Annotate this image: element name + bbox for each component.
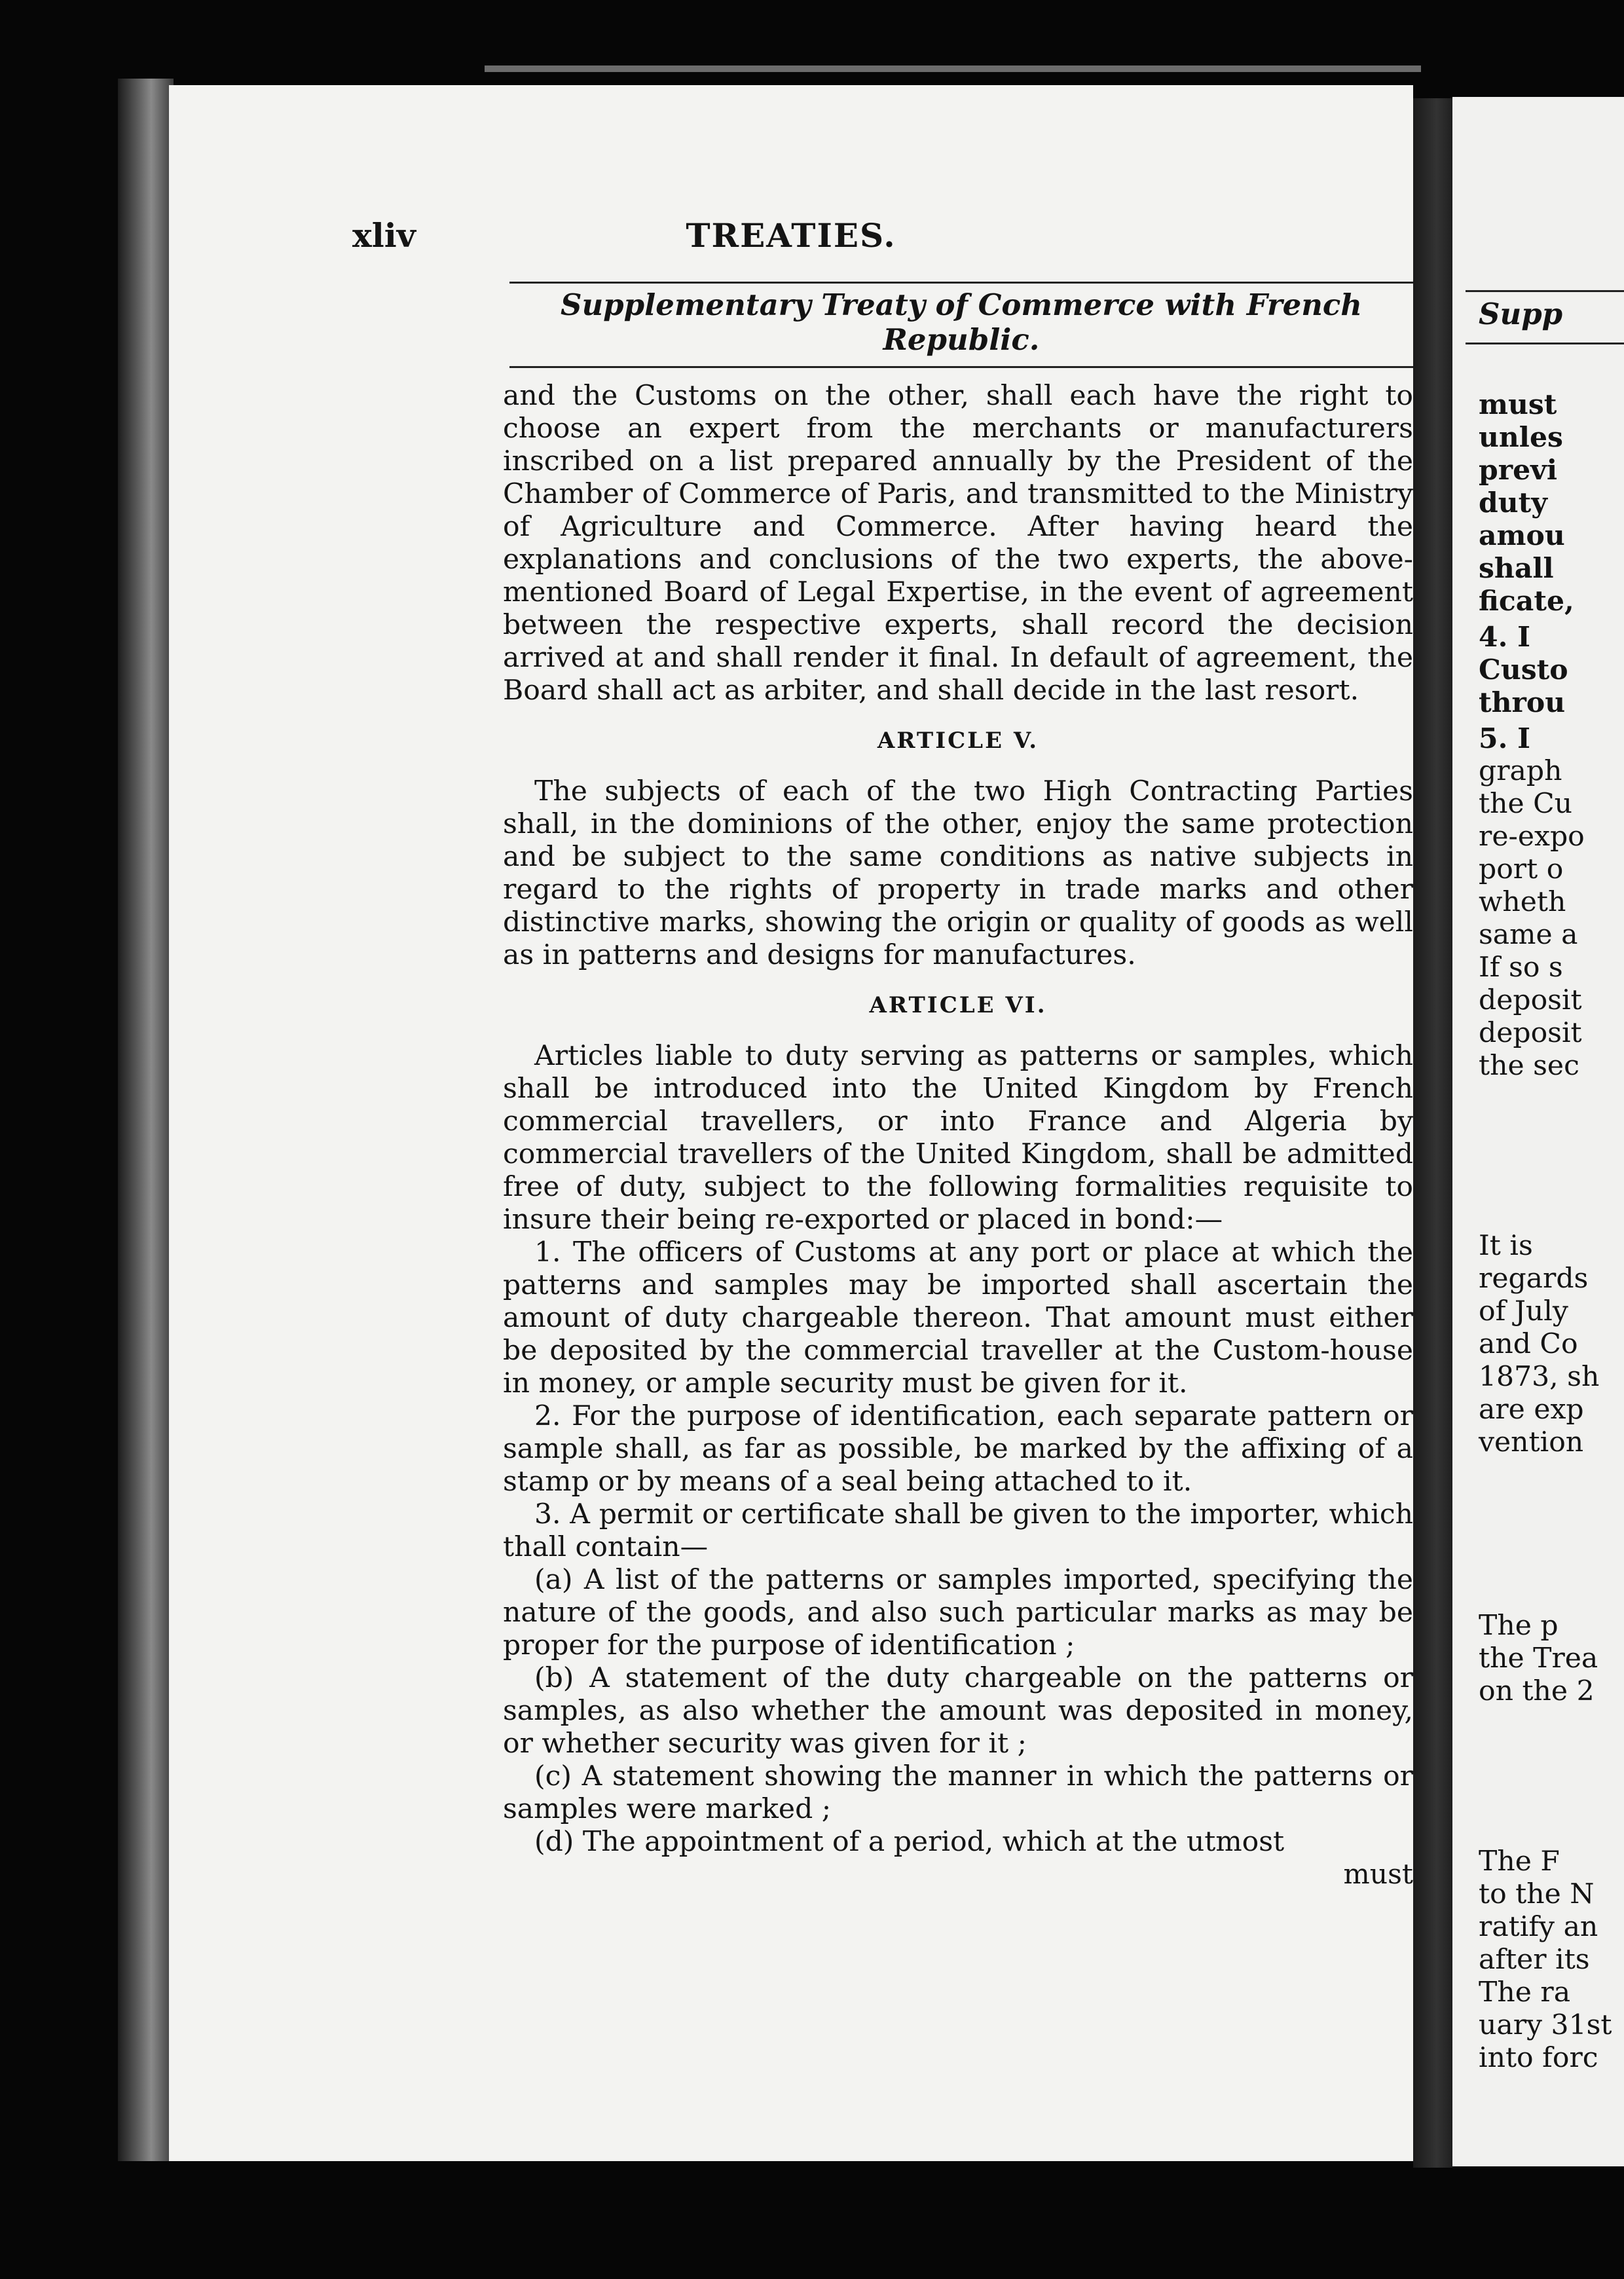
facing-page-line: are exp (1479, 1394, 1584, 1426)
article-vi-item-3c: (c) A statement showing the manner in which the patterns or samples were marked ; (503, 1760, 1413, 1825)
article-vi-item-2: 2. For the purpose of identification, each separate pattern or sample shall, as far as possible, be marked by the affixing of a stamp or by means of a seal being attached to it. (503, 1400, 1413, 1498)
facing-page-line: the sec (1479, 1050, 1579, 1082)
facing-page-rule-bottom (1466, 343, 1624, 344)
treaty-subheading (509, 282, 1413, 368)
facing-page-line: port o (1479, 853, 1564, 885)
facing-page-line: uary 31st (1479, 2009, 1612, 2041)
facing-page-line: Custo (1479, 654, 1568, 686)
continuation-paragraph: and the Customs on the other, shall each have the right to choose an expert from the merchants or manufacturers inscribed on a list prepared annually by the President of the Chamber of Commerce of Paris, and transmitted to the Ministry of Agriculture and Commerce. After having heard the explanations and conclusions of the two experts, the above-mentioned Board of Legal Expertise, in the event of agreement between the respective experts, shall record the decision arrived at and shall render it final. In default of agreement, the Board shall act as arbiter, and shall decide in the last resort. (503, 380, 1413, 707)
article-v-text: The subjects of each of the two High Contracting Parties shall, in the dominions of the other, enjoy the same protection and be subject to the same conditions as native subjects in regard to the rights of property in trade marks and other distinctive marks, showing the origin or quality of goods as well as in patterns and designs for manufactures. (503, 775, 1413, 971)
facing-page-line: deposit (1479, 984, 1582, 1016)
article-vi-item-1: 1. The officers of Customs at any port or place at which the patterns and samples may be imported shall ascertain the amount of duty chargeable thereon. That amount must either be deposited by the commercial traveller at the Custom-house in money, or ample security must be given for it. (503, 1236, 1413, 1399)
book-gutter (1413, 98, 1452, 2168)
facing-page-line: ficate, (1479, 585, 1574, 618)
article-vi-intro: Articles liable to duty serving as patterns or samples, which shall be introduced into the United Kingdom by French commercial travellers, or into France and Algeria by commercial travellers of the United Kingdom, shall be admitted free of duty, subject to the following formalities requisite to insure their being re-exported or placed in bond:— (503, 1040, 1413, 1236)
facing-page-line: into forc (1479, 2042, 1598, 2074)
facing-page-line: on the 2 (1479, 1675, 1595, 1707)
facing-page-line: vention (1479, 1426, 1584, 1458)
facing-page-line: The p (1479, 1610, 1559, 1642)
facing-page-line: must (1479, 388, 1557, 421)
facing-page (1452, 97, 1624, 2166)
facing-page-line: same a (1479, 919, 1578, 951)
facing-page-line: wheth (1479, 886, 1566, 918)
facing-page-line: 5. I (1479, 722, 1531, 755)
facing-page-line: previ (1479, 454, 1557, 487)
facing-page-line: duty (1479, 487, 1547, 519)
facing-page-line: 4. I (1479, 621, 1531, 654)
facing-page-line: It is (1479, 1230, 1533, 1262)
book-top-edge (485, 65, 1421, 72)
facing-page-line: shall (1479, 552, 1554, 585)
article-vi-item-3d: (d) The appointment of a period, which at the utmost (534, 1826, 1285, 1858)
page-stack-edge (118, 79, 174, 2161)
facing-page-line: the Cu (1479, 788, 1573, 820)
article-vi-item-3a: (a) A list of the patterns or samples imported, specifying the nature of the goods, and also such particular marks as may be proper for the purpose of identification ; (503, 1564, 1413, 1661)
facing-page-line: deposit (1479, 1017, 1582, 1049)
facing-page-line: unles (1479, 421, 1563, 454)
facing-page-line: If so s (1479, 952, 1563, 984)
facing-page-line: and Co (1479, 1328, 1578, 1360)
facing-page-line: to the N (1479, 1878, 1595, 1910)
facing-page-line: graph (1479, 755, 1562, 787)
article-vi-item-3: 3. A permit or certificate shall be given to the importer, which thall contain— (503, 1498, 1413, 1563)
facing-page-line: throu (1479, 686, 1566, 719)
facing-page-line: The ra (1479, 1976, 1571, 2009)
facing-page-line: of July (1479, 1295, 1568, 1327)
facing-page-line: regards (1479, 1263, 1589, 1295)
article-v-heading: ARTICLE V. (877, 728, 1039, 754)
facing-page-line: The F (1479, 1845, 1560, 1878)
page-body (503, 380, 1413, 1891)
catchword: must (1343, 1859, 1413, 1891)
facing-page-line: amou (1479, 519, 1565, 552)
facing-page-line: after its (1479, 1944, 1590, 1976)
book-page (169, 85, 1413, 2161)
running-head: TREATIES. (686, 216, 896, 255)
facing-page-line: ratify an (1479, 1911, 1598, 1943)
page-number: xliv (352, 216, 416, 255)
facing-page-line: the Trea (1479, 1642, 1598, 1675)
facing-page-line: 1873, sh (1479, 1361, 1600, 1393)
facing-page-subheading: Supp (1479, 297, 1563, 331)
facing-page-line: re-expo (1479, 821, 1585, 853)
facing-page-rule-top (1466, 290, 1624, 292)
article-vi-item-3b: (b) A statement of the duty chargeable on the patterns or samples, as also whether the amount was deposited in money, or whether security was given for it ; (503, 1662, 1413, 1760)
article-vi-heading: ARTICLE VI. (869, 992, 1047, 1018)
treaty-subheading-text: Supplementary Treaty of Commerce with French Republic. (560, 287, 1363, 357)
